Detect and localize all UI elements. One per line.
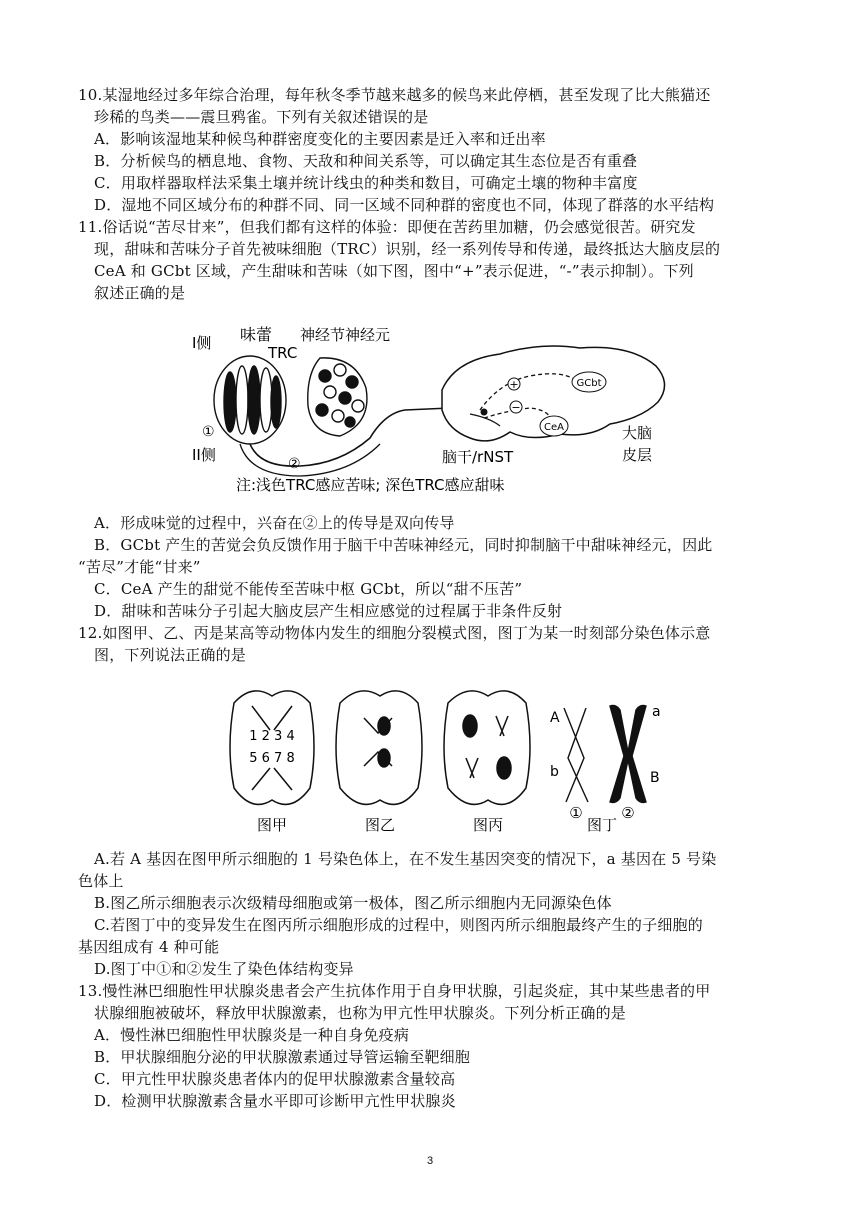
cortex-label-1: 大脑 — [622, 424, 653, 442]
q13-option-a: A．慢性淋巴细胞性甲状腺炎是一种自身免疫病 — [94, 1026, 410, 1044]
label-circle-2: ② — [621, 804, 635, 822]
q12-stem-line2: 图，下列说法正确的是 — [94, 646, 247, 664]
q11-option-a: A．形成味觉的过程中，兴奋在②上的传导是双向传导 — [94, 514, 455, 532]
label-bing: 图丙 — [472, 816, 504, 834]
q11-stem-line4: 叙述正确的是 — [94, 284, 186, 302]
q10-option-c: C．用取样器取样法采集土壤并统计线虫的种类和数目，可确定土壤的物种丰富度 — [94, 174, 638, 192]
cell-bing — [444, 691, 530, 805]
gene-A-label: A — [550, 710, 560, 726]
page-number: 3 — [426, 1155, 434, 1167]
taste-pathway-figure — [180, 318, 680, 504]
taste-bud-label: 味蕾 — [240, 325, 273, 344]
q12-option-b: B.图乙所示细胞表示次级精母细胞或第一极体，图乙所示细胞内无同源染色体 — [94, 894, 612, 912]
q11-option-d: D．甜味和苦味分子引起大脑皮层产生相应感觉的过程属于非条件反射 — [94, 602, 563, 620]
gcbt-label: GCbt — [576, 378, 602, 389]
gene-a-label: a — [652, 704, 661, 720]
gene-b-label: b — [550, 764, 559, 780]
label-ding: 图丁 — [586, 816, 618, 834]
ganglion-neuron-label: 神经节神经元 — [300, 326, 391, 344]
ganglion-shape — [308, 358, 367, 436]
brainstem-neuron — [481, 409, 488, 416]
q11-stem-line1: 11.俗话说“苦尽甘来”，但我们都有这样的体验：即便在苦药里加糖，仍会感觉很苦。研究发 — [78, 218, 696, 236]
cell-jia — [230, 691, 314, 805]
circle-1-label: ① — [202, 424, 215, 440]
q10-option-a: A．影响该湿地某种候鸟种群密度变化的主要因素是迁入率和迁出率 — [94, 130, 546, 148]
q13-option-c: C．甲亢性甲状腺炎患者体内的促甲状腺激素含量较高 — [94, 1070, 456, 1088]
q11-option-b-cont: “苦尽”才能“甘来” — [78, 558, 201, 576]
q12-option-d: D.图丁中①和②发生了染色体结构变异 — [94, 960, 354, 978]
q10-stem-line1: 10.某湿地经过多年综合治理，每年秋冬季节越来越多的候鸟来此停栖，甚至发现了比大熊猫还 — [78, 86, 711, 104]
q12-option-a: A.若 A 基因在图甲所示细胞的 1 号染色体上，在不发生基因突变的情况下，a 基因在 5 号染 — [94, 850, 717, 868]
q12-option-c: C.若图丁中的变异发生在图丙所示细胞形成的过程中，则图丙所示细胞最终产生的子细胞的 — [94, 916, 703, 934]
cea-label: CeA — [544, 422, 564, 433]
nerve-fiber-2 — [240, 444, 380, 476]
chromosome-numbers-top: 1 2 3 4 — [249, 729, 295, 744]
q11-option-b: B．GCbt 产生的苦觉会负反馈作用于脑干中苦味神经元，同时抑制脑干中甜味神经元，因此 — [94, 536, 713, 554]
gene-B-label: B — [650, 770, 660, 786]
cell-division-figure — [212, 678, 662, 838]
q13-option-d: D．检测甲状腺激素含量水平即可诊断甲亢性甲状腺炎 — [94, 1092, 456, 1110]
q13-option-b: B．甲状腺细胞分泌的甲状腺激素通过导管运输至靶细胞 — [94, 1048, 471, 1066]
brainstem-label: 脑干/rNST — [442, 448, 514, 466]
q10-option-b: B．分析候鸟的栖息地、食物、天敌和种间关系等，可以确定其生态位是否有重叠 — [94, 152, 638, 170]
chromosome-numbers-bottom: 5 6 7 8 — [249, 751, 295, 766]
label-jia: 图甲 — [256, 816, 288, 834]
side-2-label: II侧 — [192, 446, 216, 464]
q11-stem-line3: CeA 和 GCbt 区域，产生甜味和苦味（如下图，图中“+”表示促进，“-”表示抑制）。下列 — [94, 262, 694, 280]
cortex-label-2: 皮层 — [622, 446, 653, 464]
plus-sign: + — [509, 378, 519, 391]
q12-option-c-cont: 基因组成有 4 种可能 — [78, 938, 220, 956]
label-yi: 图乙 — [364, 816, 396, 834]
side-1-label: I侧 — [192, 334, 212, 352]
taste-bud-shape — [214, 356, 286, 444]
trc-label: TRC — [268, 344, 298, 362]
q11-option-c: C．CeA 产生的甜觉不能传至苦味中枢 GCbt，所以“甜不压苦” — [94, 580, 523, 598]
q13-stem-line2: 状腺细胞被破坏，释放甲状腺激素，也称为甲亢性甲状腺炎。下列分析正确的是 — [94, 1004, 627, 1022]
q10-stem-line2: 珍稀的鸟类——震旦鸦雀。下列有关叙述错误的是 — [94, 108, 429, 126]
chromosome-1 — [564, 708, 588, 802]
figure-note: 注:浅色TRC感应苦味; 深色TRC感应甜味 — [236, 476, 505, 494]
q12-stem-line1: 12.如图甲、乙、丙是某高等动物体内发生的细胞分裂模式图，图丁为某一时刻部分染色体示意 — [78, 624, 711, 642]
circle-2-label: ② — [288, 456, 301, 472]
q12-option-a-cont: 色体上 — [78, 872, 124, 890]
label-circle-1: ① — [569, 804, 583, 822]
cell-yi — [336, 691, 422, 805]
q11-stem-line2: 现，甜味和苦味分子首先被味细胞（TRC）识别，经一系列传导和传递，最终抵达大脑皮层的 — [94, 240, 721, 258]
chromosome-2 — [610, 706, 646, 803]
minus-sign: − — [511, 401, 521, 414]
q13-stem-line1: 13.慢性淋巴细胞性甲状腺炎患者会产生抗体作用于自身甲状腺，引起炎症，其中某些患者的甲 — [78, 982, 711, 1000]
q10-option-d: D．湿地不同区域分布的种群不同、同一区域不同种群的密度也不同，体现了群落的水平结构 — [94, 196, 715, 214]
